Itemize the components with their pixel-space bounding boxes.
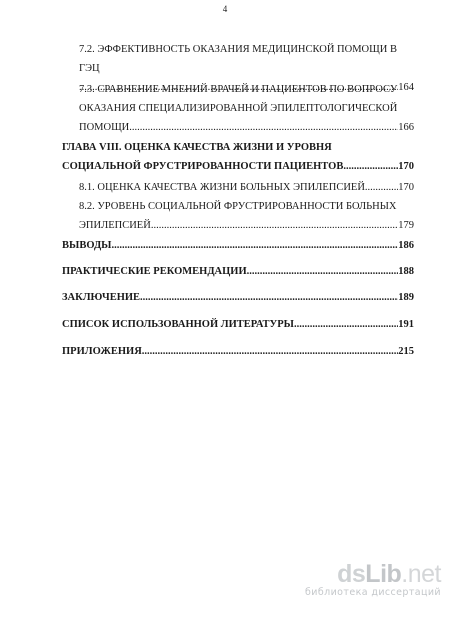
toc-summary [62,288,414,307]
toc-entry-title-line: СПИСОК ИСПОЛЬЗОВАННОЙ ЛИТЕРАТУРЫ [62,319,294,330]
dslib-logo [291,562,441,586]
logo-net: .net [401,560,441,588]
toc-entry-title-line: ЭПИЛЕПСИЕЙ [79,220,151,231]
toc-entry-title-line: 7.2. ЭФФЕКТИВНОСТЬ ОКАЗАНИЯ МЕДИЦИНСКОЙ ПОМОЩИ В ГЭЦ [79,44,397,74]
toc-entry-title-line: ПРИЛОЖЕНИЯ [62,346,142,357]
toc-entry-title-line: ГЛАВА VIII. ОЦЕНКА КАЧЕСТВА ЖИЗНИ И УРОВНЯ [62,142,332,153]
toc-page-number: 189 [398,292,414,303]
toc-entry-title-line: ЗАКЛЮЧЕНИЕ [62,292,141,303]
toc-entry-title-line: ВЫВОДЫ [62,240,112,251]
toc-page-number: 170 [398,182,414,193]
logo-lib: Lib [365,560,402,588]
toc-entry-leader-line [62,262,414,281]
toc-page-number: 164 [398,82,414,93]
toc-entry-leader-line [62,157,414,176]
toc-page-number: 179 [398,220,414,231]
dot-leader [112,236,399,255]
dslib-watermark [291,562,441,598]
page-number: 4 [222,4,228,14]
toc-entry-leader-line [62,342,414,361]
toc-appendices [62,342,414,361]
toc-entry-title-line: СОЦИАЛЬНОЙ ФРУСТРИРОВАННОСТИ ПАЦИЕНТОВ [62,161,344,172]
dot-leader [343,157,398,176]
toc-page-number: 191 [398,319,414,330]
toc-page-number: 170 [398,161,414,172]
toc-conclusions [62,236,414,255]
logo-ds: ds [337,560,366,588]
toc-page-number: 166 [398,122,414,133]
toc-entry-title-line: ПОМОЩИ [79,122,130,133]
toc-entry-leader-line [79,178,414,197]
toc-entry-8-1 [79,178,414,197]
toc-bibliography [62,315,414,334]
dot-leader [129,118,398,137]
dot-leader [142,342,398,361]
toc-entry-8-2 [79,197,414,235]
toc-entry-leader-line [79,118,414,137]
toc-page-number: 215 [398,346,414,357]
dot-leader [294,315,398,334]
toc-chapter-8 [62,138,414,176]
toc-entry-title-line: 8.1. ОЦЕНКА КАЧЕСТВА ЖИЗНИ БОЛЬНЫХ ЭПИЛЕПСИЕЙ [79,182,365,193]
toc-entry-leader-line [62,315,414,334]
toc-entry-leader-line [62,236,414,255]
dot-leader [247,262,399,281]
toc-page-number: 186 [398,240,414,251]
toc-entry-7-3 [79,80,414,137]
toc-page-number: 188 [398,266,414,277]
toc-entry-title-line: 8.2. УРОВЕНЬ СОЦИАЛЬНОЙ ФРУСТРИРОВАННОСТИ БОЛЬНЫХ [79,201,397,212]
toc-entry-leader-line [62,288,414,307]
toc-entry-title-line: ПРАКТИЧЕСКИЕ РЕКОМЕНДАЦИИ [62,266,247,277]
toc-entry-leader-line [79,216,414,235]
toc-recommendations [62,262,414,281]
toc-entry-title-line: ОКАЗАНИЯ СПЕЦИАЛИЗИРОВАННОЙ ЭПИЛЕПТОЛОГИЧЕСКОЙ [79,103,398,114]
dot-leader [140,288,398,307]
dot-leader [151,216,398,235]
dot-leader [365,178,398,197]
toc-entry-title-line: 7.3. СРАВНЕНИЕ МНЕНИЙ ВРАЧЕЙ И ПАЦИЕНТОВ ПО ВОПРОСУ [79,84,398,95]
watermark-subtitle: библиотека диссертаций [305,587,441,598]
